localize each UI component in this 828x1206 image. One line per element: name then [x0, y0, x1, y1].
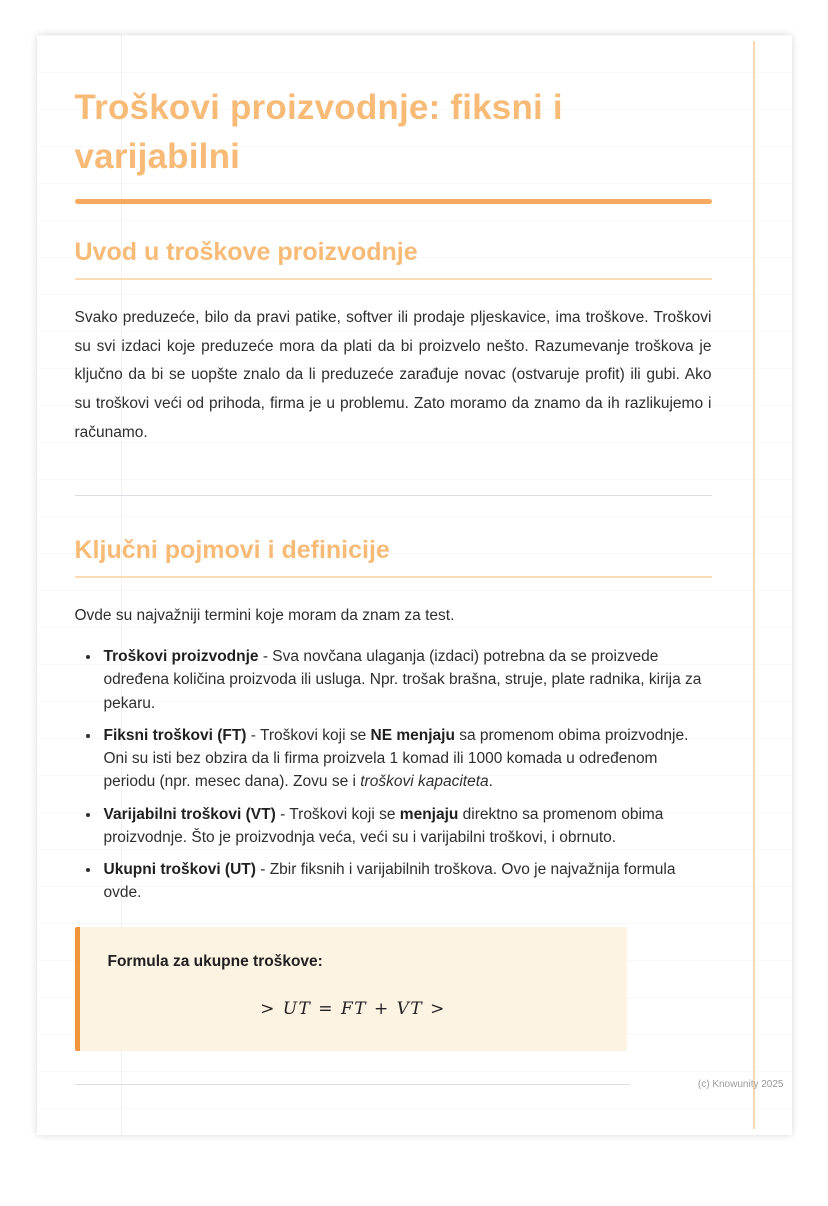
term-definition: - Troškovi koji se — [275, 805, 400, 823]
section-divider — [75, 495, 712, 496]
document-content — [37, 83, 792, 1051]
list-item-ukupni-troskovi — [101, 858, 712, 905]
term-label: Fiksni troškovi (FT) — [103, 726, 247, 744]
definitions-list — [75, 645, 712, 905]
section-pojmovi — [75, 536, 712, 1050]
title-divider — [75, 199, 712, 204]
term-definition: . — [488, 773, 493, 791]
emphasis-bold: menjaju — [399, 805, 459, 823]
section-uvod — [75, 238, 712, 447]
section-heading-underline — [75, 278, 712, 280]
term-label: Troškovi proizvodnje — [103, 648, 259, 666]
list-item-fiksni-troskovi — [101, 724, 712, 794]
emphasis-bold: NE menjaju — [370, 726, 455, 744]
document-page — [37, 35, 792, 1135]
definitions-intro: Ovde su najvažniji termini koje moram da znam za test. — [74, 607, 455, 625]
term-definition: sa promenom obima proizvodnje. Oni su isti bez obzira da li firma proizvela 1 komad ili 1000 komada u određenom periodu (npr. mesec dana). Zovu se i — [103, 726, 689, 791]
callout-heading: Formula za ukupne troškove: — [107, 952, 323, 970]
section-heading-uvod: Uvod u troškove proizvodnje — [74, 238, 418, 266]
section-heading-underline — [75, 576, 712, 578]
copyright: (c) Knowunity 2025 — [697, 1078, 784, 1090]
term-definition: - Sva novčana ulaganja (izdaci) potrebna da se proizvede određena količina proizvoda ili usluga. Npr. trošak brašna, struje, plate radnika, kirija za pekaru. — [103, 648, 702, 712]
emphasis-italic: troškovi kapaciteta — [360, 773, 489, 791]
footer-divider — [75, 1084, 630, 1085]
term-definition: - Zbir fiksnih i varijabilnih troškova. Ovo je najvažnija formula ovde. — [103, 861, 676, 902]
page-title: Troškovi proizvodnje: fiksni i varijabilni — [74, 88, 563, 176]
term-label: Varijabilni troškovi (VT) — [103, 805, 276, 823]
list-item-varijabilni-troskovi — [101, 803, 712, 850]
term-definition: - Troškovi koji se — [246, 726, 371, 744]
section-heading-pojmovi: Ključni pojmovi i definicije — [74, 536, 390, 565]
intro-paragraph: Svako preduzeće, bilo da pravi patike, softver ili prodaje pljeskavice, ima troškove. Troškovi su svi izdaci koje preduzeće mora da plati da bi proizvelo nešto. Razumevanje troškova je ključno da bi se uopšte znalo da li preduzeće zarađuje novac (ostvaruje profit) ili gubi. Ako su troškovi veći od prihoda, firma je u problemu. Zato moramo da znamo da ih razlikujemo i računamo. — [74, 309, 712, 441]
page-footer — [75, 1079, 784, 1090]
formula-text: > UT = FT + VT > — [260, 998, 446, 1019]
list-item-troskovi-proizvodnje — [101, 645, 712, 715]
term-label: Ukupni troškovi (UT) — [103, 861, 256, 879]
formula-callout — [75, 927, 627, 1051]
term-definition: direktno sa promenom obima proizvodnje. Što je proizvodnja veća, veći su i varijabilni troškovi, i obrnuto. — [103, 805, 664, 846]
